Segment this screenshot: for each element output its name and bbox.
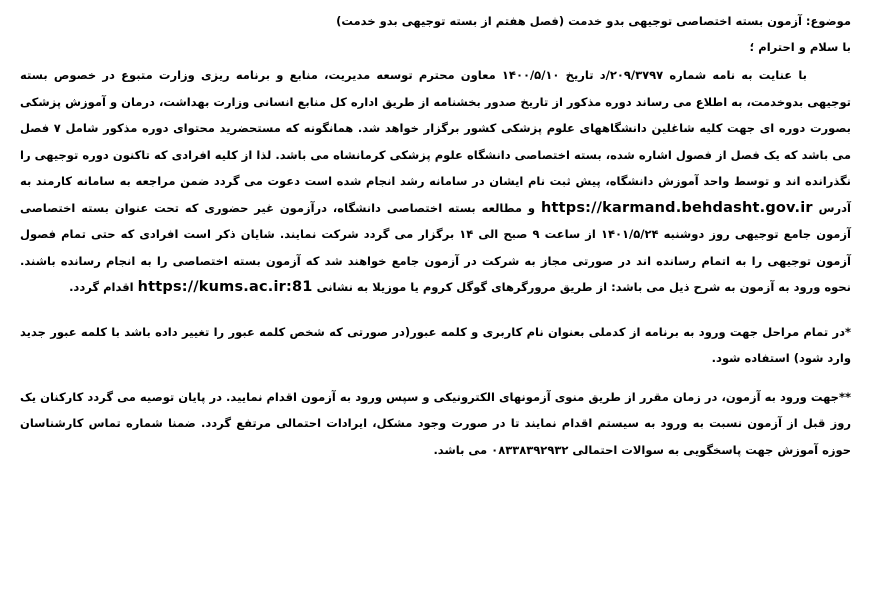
document-subject: موضوع: آزمون بسته اختصاصی توجیهی بدو خدمت (فصل هفتم از بسته توجیهی بدو خدمت) [336, 14, 851, 28]
exam-entry-paragraph: **جهت ورود به آزمون، در زمان مقرر از طریق منوی آزمونهای الکترونیکی و سپس ورود به آزمون اقدام نمایید. در پایان توصیه می گردد کارکنان یک روز قبل از آزمون نسبت به ورود به سیستم اقدام نمایند تا در صورت وجود مشکل، ایرادات احتمالی مرتفع گردد. ضمنا شماره تماس کارشناسان حوزه آموزش جهت پاسخگویی به سوالات احتمالی ۰۸۳۳۸۳۹۲۹۳۲ می باشد. [20, 389, 851, 457]
main-paragraph-text-3: اقدام گردد. [69, 280, 134, 294]
kums-exam-link[interactable]: https://kums.ac.ir:81 [137, 279, 313, 295]
greeting: با سلام و احترام ؛ [749, 40, 851, 54]
main-paragraph-text-1: با عنایت به نامه شماره ۲۰۹/۳۷۹۷/د تاریخ ۱۴۰۰/۵/۱۰ معاون محترم توسعه مدیریت، منابع و برنامه ریزی وزارت متبوع در خصوص بسته توجیهی بدوخدمت، به اطلاع می رساند دوره مذکور از تاریخ صدور بخشنامه از طریق اداره کل منابع انسانی وزارت بهداشت، درمان و آموزش پزشکی بصورت دوره ای جهت کلیه شاغلین دانشگاههای علوم پزشکی کشور برگزار خواهد شد. همانگونه که مستحضرید محتوای دوره مذکور شامل ۷ فصل می باشد که یک فصل از فصول اشاره شده، بسته اختصاصی دانشگاه علوم پزشکی کرمانشاه می باشد. لذا از کلیه افرادی که تاکنون دوره توجیهی را نگذرانده اند و توسط واحد آموزش دانشگاه، پیش ثبت نام ایشان در سامانه رشد انجام شده است دعوت می گردد ضمن مراجعه به سامانه کارمند به آدرس [20, 68, 851, 215]
main-paragraph-text-2: و مطالعه بسته اختصاصی دانشگاه، درآزمون غیر حضوری که تحت عنوان بسته اختصاصی آزمون جامع توجیهی روز دوشنبه ۱۴۰۱/۵/۲۴ از ساعت ۹ صبح الی ۱۴ برگزار می گردد شرکت نمایند. شایان ذکر است افرادی که حتی تمام فصول آزمون توجیهی را به اتمام رسانده اند در صورتی مجاز به شرکت در آزمون جامع خواهند شد که آزمون بسته اختصاصی را به انجام رسانده باشند. نحوه ورود به آزمون به شرح ذیل می باشد: از طریق مرورگرهای گوگل کروم یا موزیلا به نشانی [20, 200, 851, 294]
main-paragraph [20, 62, 851, 301]
karmand-portal-link[interactable]: https://karmand.behdasht.gov.ir [540, 199, 813, 216]
login-instructions-paragraph: *در تمام مراحل جهت ورود به برنامه از کدملی بعنوان نام کاربری و کلمه عبور(در صورتی که شخص کلمه عبور را تغییر داده باشد با کلمه عبور جدید وارد شود) استفاده شود. [20, 324, 851, 365]
